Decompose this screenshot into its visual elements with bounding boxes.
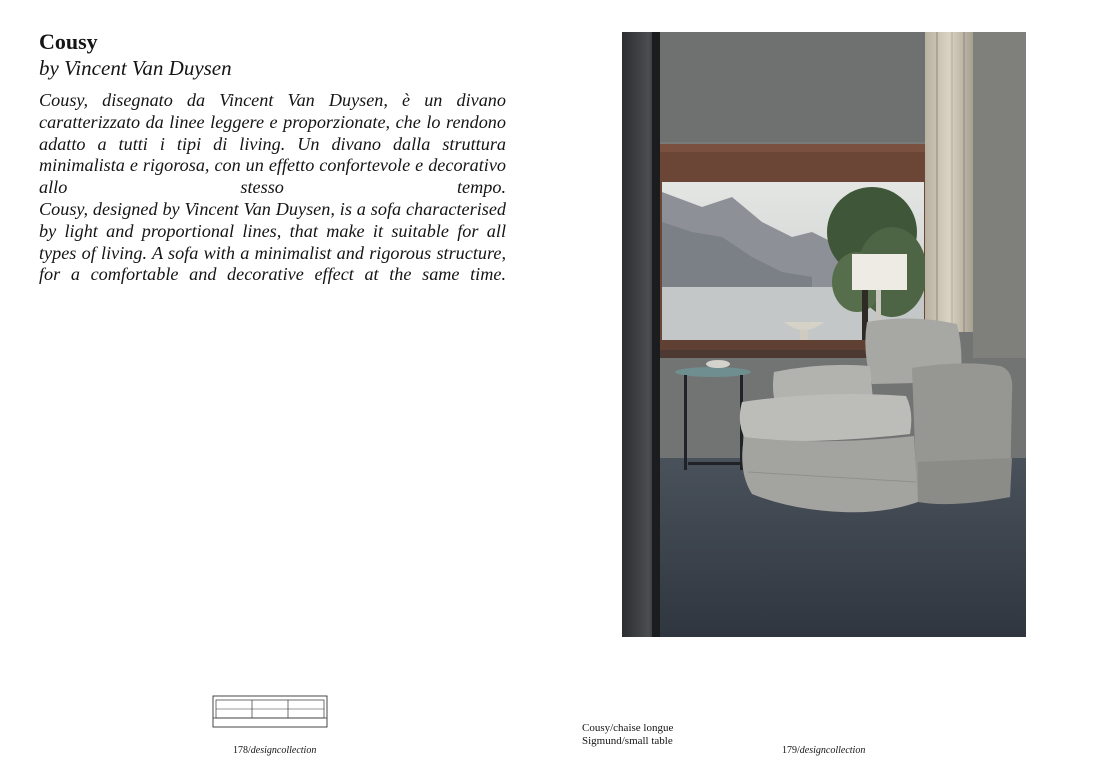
- page-number-left-label: designcollection: [250, 745, 317, 756]
- page-number-right: [782, 745, 865, 757]
- photo-caption: [582, 722, 673, 747]
- side-table-leg: [684, 375, 687, 470]
- caption-line-2: Sigmund/small table: [582, 734, 673, 747]
- page-number-left-value: 178/: [233, 745, 251, 756]
- description-italian: Cousy, disegnato da Vincent Van Duysen, è un divano caratterizzato da linee leggere e proporzionate, che lo rendono adatto a tutti i tipi di living. Un divano dalla struttura minimalista e rigorosa, con un effetto confortevole e decorativo allo stesso tempo.: [39, 90, 506, 198]
- page-number-right-label: designcollection: [799, 745, 866, 756]
- product-title: Cousy: [39, 29, 98, 54]
- product-photo: [622, 32, 1026, 637]
- caption-line-1: Cousy/chaise longue: [582, 722, 674, 734]
- lamp-shade: [852, 254, 907, 290]
- page-number-left: [233, 745, 316, 757]
- page-number-right-value: 179/: [782, 745, 800, 756]
- curtain-shape: [925, 32, 973, 332]
- product-description: [39, 90, 506, 286]
- designer-subtitle: by Vincent Van Duysen: [39, 56, 232, 80]
- sofa-plan-icon: [212, 695, 328, 728]
- description-english: Cousy, designed by Vincent Van Duysen, is a sofa characterised by light and proportional lines, that make it suitable for all types of living. A sofa with a minimalist and rigorous structure, for a comfortable and decorative effect at the same time.: [39, 198, 506, 285]
